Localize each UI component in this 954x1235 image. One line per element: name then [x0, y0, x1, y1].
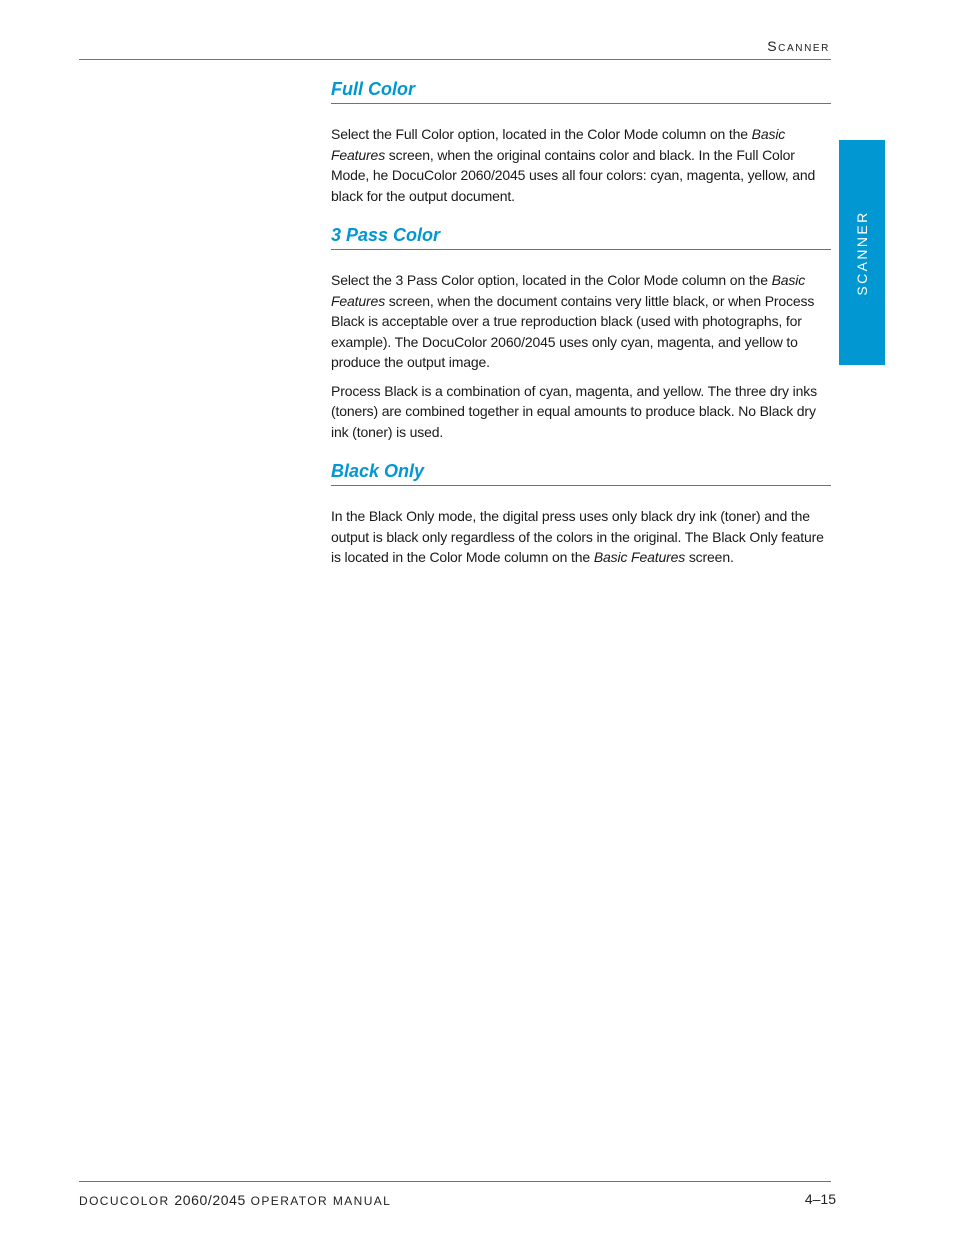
- paragraph-text: screen, when the original contains color and black. In the Full Color Mode, he DocuColor 2060/2045 uses all four colors: cyan, magenta, yellow, and black for the output document.: [331, 146, 816, 204]
- paragraph-text: In the Black Only mode, the digital press uses only black dry ink (toner) and the output is black only regardless of the colors in the original. The Black Only feature is located in the Color Mode column on the: [331, 508, 824, 565]
- footer-manual-title: [79, 1192, 391, 1208]
- paragraph: [331, 506, 831, 568]
- section-full-color: [331, 78, 831, 206]
- paragraph: [331, 124, 831, 206]
- footer-brand: DOCUCOLOR: [79, 1194, 170, 1208]
- paragraph-text: Select the Full Color option, located in the Color Mode column on the: [331, 126, 752, 142]
- header-rule: [79, 59, 831, 60]
- chapter-side-tab-label: SCANNER: [854, 209, 870, 296]
- footer-model: 2060/2045: [174, 1192, 246, 1208]
- paragraph-text: Select the 3 Pass Color option, located in the Color Mode column on the: [331, 272, 772, 288]
- paragraph: Process Black is a combination of cyan, magenta, and yellow. The three dry inks (toners) are combined together in equal amounts to produce black. No Black dry ink (toner) is used.: [331, 382, 817, 440]
- section-heading: Black Only: [331, 460, 831, 486]
- main-content: [331, 78, 831, 586]
- paragraph: [331, 270, 831, 373]
- section-3-pass-color: [331, 224, 831, 442]
- paragraph-emphasis: Basic Features: [331, 126, 786, 163]
- chapter-side-tab: [839, 140, 885, 365]
- section-black-only: [331, 460, 831, 568]
- section-heading: 3 Pass Color: [331, 224, 831, 250]
- section-heading: Full Color: [331, 78, 831, 104]
- footer-rule: [79, 1181, 831, 1182]
- footer-manual: OPERATOR MANUAL: [250, 1194, 392, 1208]
- running-header-chapter-title: Scanner: [767, 38, 830, 54]
- paragraph-emphasis: Basic Features: [331, 272, 806, 309]
- page-number: 4–15: [804, 1191, 836, 1207]
- paragraph-emphasis: Basic Features: [593, 549, 686, 565]
- paragraph-text: screen, when the document contains very little black, or when Process Black is acceptable over a true reproduction black (used with photographs, for example). The DocuColor 2060/2045 uses only cyan, magenta, and yellow to produce the output image.: [331, 292, 815, 370]
- paragraph-text: screen.: [685, 549, 734, 565]
